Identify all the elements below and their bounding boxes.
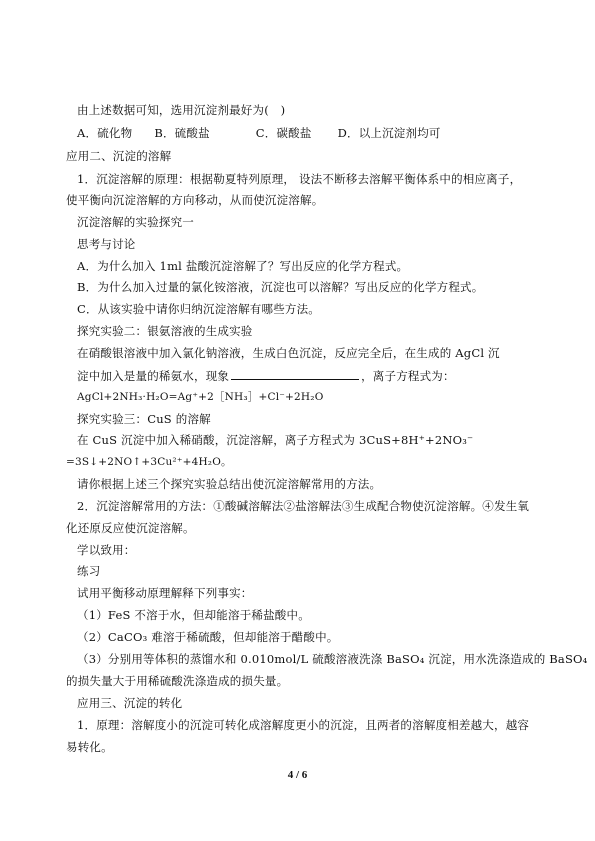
question-a: A．为什么加入 1ml 盐酸沉淀溶解了？写出反应的化学方程式。 — [77, 259, 409, 273]
exercise-item: （1）FeS 不溶于水，但却能溶于稀盐酸中。 — [77, 608, 310, 622]
text-line: 学以致用： — [77, 543, 136, 557]
text-line: 在 CuS 沉淀中加入稀硝酸，沉淀溶解，离子方程式为 3CuS+8H⁺+2NO₃⁻ — [77, 433, 474, 447]
text-line: 沉淀溶解的实验探究一 — [77, 215, 194, 229]
equation-line: AgCl+2NH₃·H₂O=Ag⁺+2［NH₃］+Cl⁻+2H₂O — [77, 391, 324, 403]
text-line: 2．沉淀溶解常用的方法：①酸碱溶解法②盐溶解法③生成配合物使沉淀溶解。④发生氧 — [77, 499, 530, 513]
question-c: C．从该实验中请你归纳沉淀溶解有哪些方法。 — [77, 302, 320, 316]
text-line: 易转化。 — [66, 740, 113, 754]
text-line: 化还原反应使沉淀溶解。 — [66, 521, 195, 535]
text-line: 1．沉淀溶解的原理：根据勒夏特列原理， 设法不断移去溶解平衡体系中的相应离子， — [77, 172, 522, 186]
text-line: 在硝酸银溶液中加入氯化钠溶液，生成白色沉淀，反应完全后，在生成的 AgCl 沉 — [77, 346, 500, 360]
exercise-item: （3）分别用等体积的蒸馏水和 0.010mol/L 硫酸溶液洗涤 BaSO₄ 沉淀，用水洗涤造成的 BaSO₄ — [77, 652, 588, 666]
text-line: 思考与讨论 — [77, 237, 136, 251]
text-line: 的损失量大于用稀硫酸洗涤造成的损失量。 — [66, 674, 289, 688]
text-line: 由上述数据可知，选用沉淀剂最好为( ) — [77, 103, 286, 117]
option-d: D．以上沉淀剂均可 — [337, 126, 441, 140]
page-number: 4 / 6 — [287, 769, 308, 781]
section-heading: 应用三、沉淀的转化 — [77, 696, 183, 710]
text-segment: 淀中加入是量的稀氨水，现象 — [77, 369, 230, 383]
question-b: B．为什么加入过量的氯化铵溶液，沉淀也可以溶解？写出反应的化学方程式。 — [77, 280, 484, 294]
text-line: 练习 — [77, 564, 101, 578]
text-line: 试用平衡移动原理解释下列事实： — [77, 586, 253, 600]
text-line: 1．原理：溶解度小的沉淀可转化成溶解度更小的沉淀，且两者的溶解度相差越大，越容 — [77, 718, 530, 732]
text-segment: ，离子方程式为： — [361, 369, 455, 383]
equation-line: =3S↓+2NO↑+3Cu²⁺+4H₂O。 — [66, 456, 232, 468]
option-c: C．碳酸盐 — [255, 126, 312, 140]
option-a: A．硫化物 — [77, 126, 133, 140]
answer-blank[interactable] — [231, 368, 359, 380]
text-line: 请你根据上述三个探究实验总结出使沉淀溶解常用的方法。 — [77, 477, 382, 491]
text-line: 探究实验二：银氨溶液的生成实验 — [77, 324, 253, 338]
text-line: 探究实验三：CuS 的溶解 — [77, 412, 211, 426]
options-line — [77, 126, 441, 140]
fill-blank-line — [77, 368, 455, 383]
exercise-item: （2）CaCO₃ 难溶于稀硫酸，但却能溶于醋酸中。 — [77, 630, 339, 644]
option-b: B．硫酸盐 — [154, 126, 210, 140]
section-heading: 应用二、沉淀的溶解 — [66, 149, 172, 163]
text-line: 使平衡向沉淀溶解的方向移动，从而使沉淀溶解。 — [66, 193, 324, 207]
